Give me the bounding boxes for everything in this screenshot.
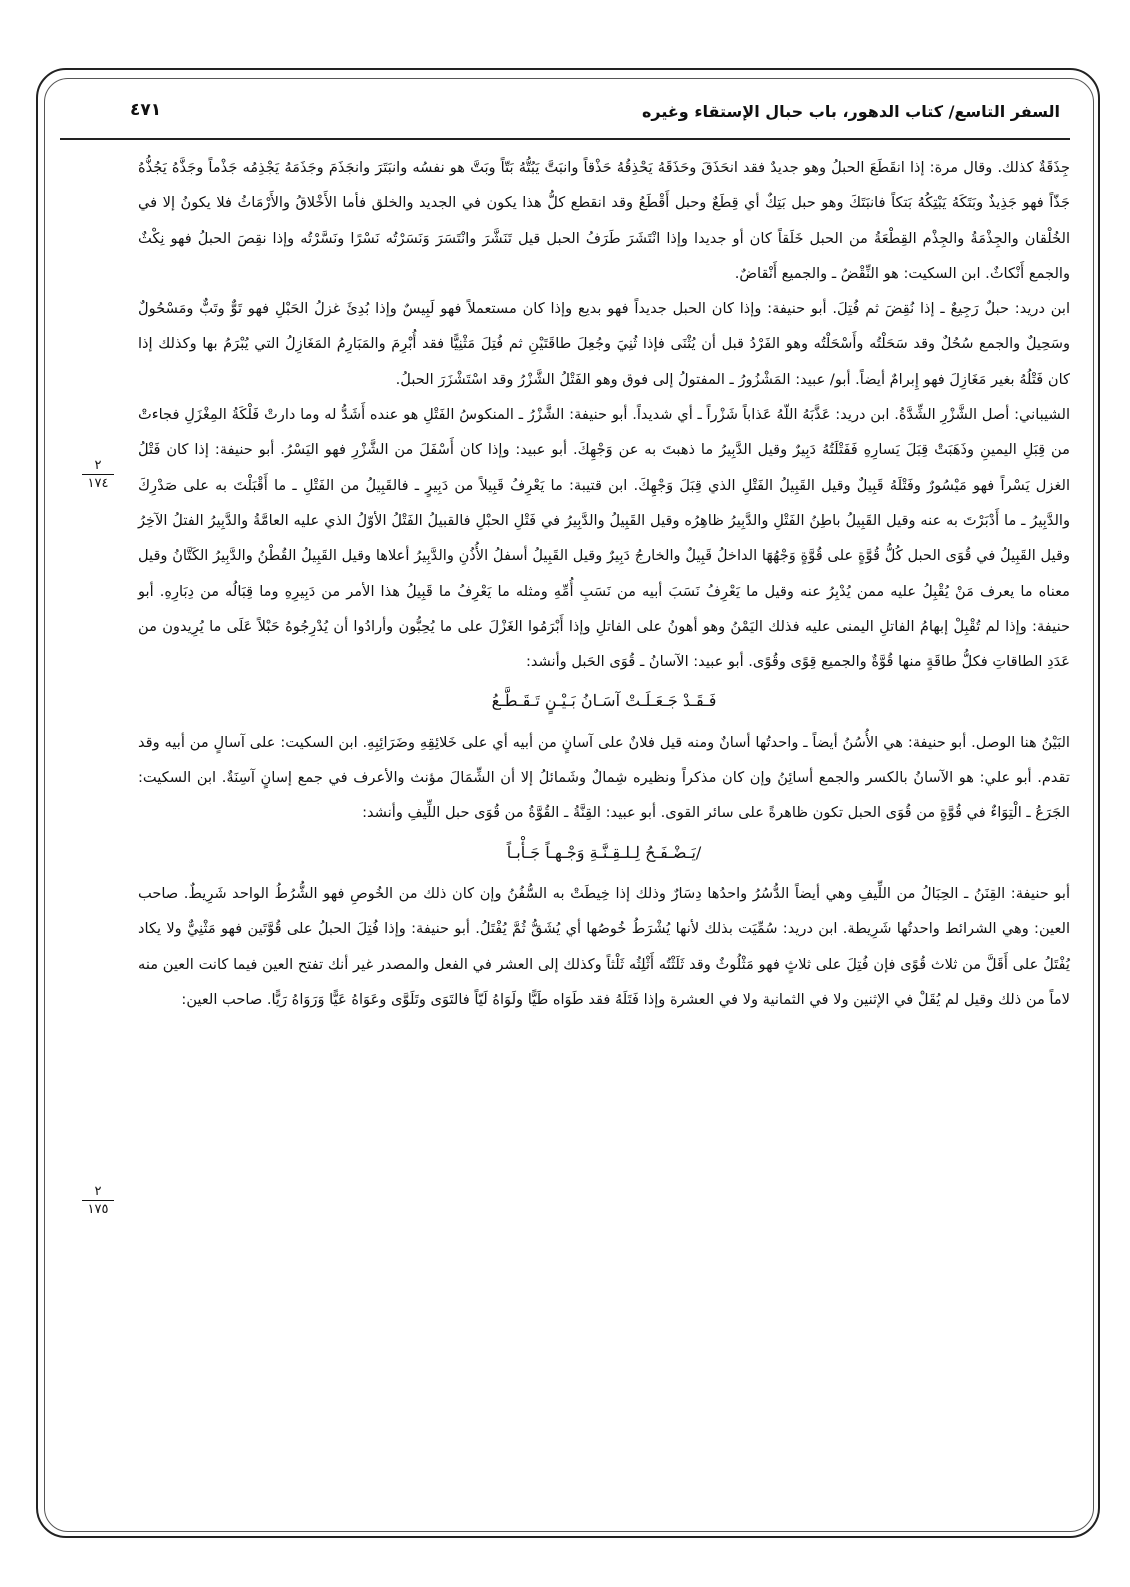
paragraph: الشيباني: أصل الشَّزْرِ الشِّدَّةُ. ابن دريد: عَذَّبَهُ اللّهُ عَذاباً شَزْراً ـ أي شديداً. أبو حنيفة: الشَّزْرُ ـ المنكوسُ الفَتْلِ هو عنده أَشَدُّ له وما دارتْ فَلْكَةُ المِغْزَلِ فجاءتْ من قِبَلِ اليمينِ وذَهَبَتْ قِبَلَ يَسارِهِ فَفَتْلَتُهُ دَبِيرٌ وقيل الدَّبِيرُ ما ذهبتَ به عن وَجْهِكَ. أبو عبيد: وإذا كان أَسْفَلَ من الشَّزْرِ فهو اليَسْرُ. أبو حنيفة: إذا كان فَتْلُ الغزل يَسْراً فهو مَيْسُورٌ وفَتْلَهُ قَبِيلٌ وقيل القَبِيلُ الفَتْلِ الذي قِبَلَ وَجْهِكَ. ابن قتيبة: ما يَعْرِفُ قَبِيلاً من دَبِيرٍ ـ فالقَبِيلُ من الفَتْلِ ـ ما أَقْبَلْتَ به على صَدْرِكَ والدَّبِيرُ ـ ما أَدْبَرْتَ به عنه وقيل القَبِيلُ باطِنُ الفَتْلِ والدَّبِيرُ ظاهِرُه وقيل القَبِيلُ والدَّبِيرُ في فَتْلِ الحبْلِ فالقبيلُ الفَتْلُ الأوّلُ الذي عليه العامَّةُ والدَّبِيرُ الفتلُ الآخِرُ وقيل القَبِيلُ في قُوَى الحبل كُلُّ قُوَّةٍ على قُوَّةٍ وَجْهُهَا الداخلُ قَبِيلٌ والخارجُ دَبِيرٌ وقيل القَبِيلُ أسفلُ الأُذُنِ والدَّبِيرُ أعلاها وقيل القَبِيلُ القُطْنُ والدَّبِيرُ الكَتَّانُ وقيل معناه ما يعرف مَنْ يُقْبِلُ عليه ممن يُدْبِرُ عنه وقيل ما يَعْرِفُ نَسَبَ أبيه من نَسَبِ أُمِّهِ ومثله ما يَعْرِفُ ما قَبِيلُ هذا الأمر من دَبِيرِهِ وما قِبَالُه من دِبَارِهِ. أبو حنيفة: وإذا لم تُقْبِلْ إبهامُ الفاتلِ اليمنى عليه فذلك اليَمْنُ وهو أهونُ على الفاتلِ وإذا أَبْرَمُوا الغَزْلَ على ما يُحِبُّون وأرادُوا أن يُدْرِجُوهُ حَبْلاً عَلَى ما يُرِيدون من عَدَدِ الطاقاتِ فكلُّ طاقَةٍ منها قُوَّةٌ والجميع قِوًى وقُوًى. أبو عبيد: الآسانُ ـ قُوَى الحَبل وأنشد: bbox=[138, 406, 1070, 671]
margin-ref-top: ٢ bbox=[94, 1184, 102, 1199]
page-body bbox=[138, 150, 1070, 1017]
page-number: ٤٧١ bbox=[130, 100, 162, 120]
verse-line: فَـقَـدْ جَـعَـلَـتْ آسَـانُ بَـيْـنٍ تَـقَـطَّـعُ bbox=[491, 691, 717, 711]
paragraph: أبو حنيفة: القِنَنُ ـ الحِبَالُ من اللِّيفِ وهي أيضاً الدُّسُرُ واحدُها دِسَارٌ وذلك إذا خِيطَتْ به السُّفُنُ وإن كان ذلك من الخُوصِ فهو الشُّرُطُ الواحد شَرِيطٌ. صاحب العين: وهي الشرائط واحدتُها شَرِيطة. ابن دريد: سُمِّيَت بذلك لأنها يُشْرَطُ خُوصُها أي يُشَقُّ ثُمَّ يُفْتَلُ. أبو حنيفة: وإذا فُتِلَ الحبلُ على قُوَّتَين فهو مَثْنِيٌّ ولا يكاد يُفْتَلُ على أَقَلَّ من ثلاث قُوًى فإن فُتِلَ على ثلاثٍ فهو مَثْلُوثٌ وقد ثَلَثْتُه أَثْلِثُه ثَلْثاً وكذلك إلى العشر في الفعل والمصدر غير أنك تفتح العين فيما كانت العين منه لاماً من ذلك وقيل لم يُقَلْ في الإثنين ولا في الثمانية ولا في العشرة وإذا فَتَلَهُ فقد طَوَاه طَيًّا ولَوَاهُ لَيّاً فالتَوَى وتَلَوَّى وعَوَاهُ عَيًّا وَرَوَاهُ رَيًّا. صاحب العين: bbox=[138, 884, 1070, 1008]
margin-ref-rule bbox=[82, 1200, 114, 1201]
margin-ref-bottom: ١٧٤ bbox=[87, 476, 109, 491]
paragraph: البَيْنُ هنا الوصل. أبو حنيفة: هي الأُسُنُ أيضاً ـ واحدتُها أسانٌ ومنه قيل فلانٌ على آسانٍ من أبيه أي على خَلائِقِهِ وضَرَائِبِهِ. ابن السكيت: على آسالٍ من أبيه وقد تقدم. أبو علي: هو الآسانُ بالكسر والجمع أسائِنُ وإن كان مذكراً ونظيره شِمالٌ وشَمائلُ إلا أن الشِّمَالَ مؤنث والأعرف في جمع إسانٍ آسِنَةٌ. ابن السكيت: الجَرَعُ ـ الْتِوَاءٌ في قُوَّةٍ من قُوَى الحبل تكون ظاهرةً على سائر القوى. أبو عبيد: القِنَّةُ ـ القُوَّةُ من قُوَى حبل اللِّيفِ وأنشد: bbox=[138, 733, 1070, 822]
page-header bbox=[70, 92, 1060, 136]
margin-reference bbox=[78, 1184, 118, 1217]
running-title: السفر التاسع/ كتاب الدهور، باب حبال الإستقاء وغيره bbox=[641, 102, 1060, 121]
verse-line: /يَـضْـفَـحُ لِـلـقِـنَّـةِ وَجْـهـاً جَـأْبـاً bbox=[506, 842, 702, 862]
margin-ref-top: ٢ bbox=[94, 458, 102, 473]
margin-ref-rule bbox=[82, 474, 114, 475]
paragraph: ابن دريد: حبلٌ رَجِيعٌ ـ إذا نُقِضَ ثم فُتِلَ. أبو حنيفة: وإذا كان الحبل جديداً فهو بديع وإذا كان مستعملاً فهو لَبِيسٌ وإذا بُدِئَ غزلُ الحَبْلِ فهو تَوٌّ وتَبٌّ ومَسْحُولٌ وسَحِيلٌ والجمع سُحُلٌ وقد سَحَلْتُه وأَسْحَلْتُه وهو الفَرْدُ قبل أن يُثْنَى فإذا ثُنِيَ وجُعِلَ طاقَتَيْنِ ثم فُتِلَ مَثْنِيًّا فقد أُبْرِمَ والمَبَارِمُ المَغَازِلُ التي يُبْرَمُ بها وكذلك إذا كان فَتْلُهُ بغير مَغَازِلَ فهو إِبرامٌ أيضاً. أبو/ عبيد: المَشْزُورُ ـ المفتولُ إلى فوق وهو الفَتْلُ الشَّزْرُ وقد اسْتَشْزَرَ الحبلُ. bbox=[138, 300, 1070, 388]
margin-ref-bottom: ١٧٥ bbox=[87, 1202, 109, 1217]
paragraph: جِذَقَةٌ كذلك. وقال مرة: إذا انقَطَعَ الحبلُ وهو جديدٌ فقد انحَذَقَ وحَذَقَهُ يَحْذِقُهُ حَذْقاً وانبَتَّ يَبُتُّهُ بَتّاً وبَتَّ هو نفسُه وانبَتَرَ وانجَذَمَ وجَذَمَهُ يَجْذِمُه جَذْماً وجَذَّهُ يَجُذُّهُ جَذّاً فهو جَذِيذٌ وبَتَكَهُ يَبْتِكُهُ بَتكاً فانبَتَكَ وهو حبل بَتِكٌ أي قِطَعٌ وحبل أَقْطَعُ وقد انقطع كلُّ هذا يكون في الجديد والخلق فأما الأَخْلاقُ والأَرْمَاثُ فلا يكونُ إلا في الخُلْقان والجِذْمَةُ والجِذْم القِطْعَةُ من الحبل خَلَقاً كان أو جديدا وإذا انْتَشَرَ طَرَفُ الحبل قيل تَنَشَّرَ وانْتَسَرَ وَنَسَرْتُه نَسْرًا ونَسَّرْتُه وإذا نقِصَ الحبلُ فهو نِكْثٌ والجمع أَنْكاثٌ. ابن السكيت: هو النِّقْضُ ـ والجميع أَنْقاضٌ. bbox=[138, 159, 1070, 282]
margin-reference bbox=[78, 458, 118, 491]
header-rule bbox=[60, 138, 1070, 140]
